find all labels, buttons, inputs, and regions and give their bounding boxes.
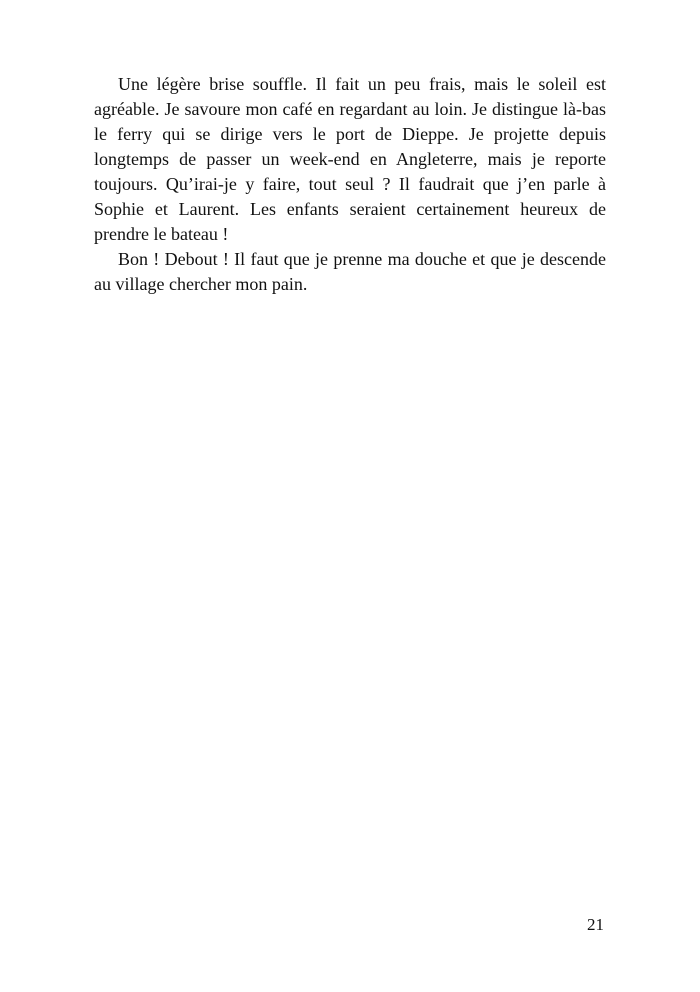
body-text [94,72,606,297]
page-number: 21 [587,915,604,934]
paragraph-2: Bon ! Debout ! Il faut que je prenne ma douche et que je descende au village chercher mon pain. [94,249,606,294]
paragraph-1: Une légère brise souffle. Il fait un peu frais, mais le soleil est agréable. Je savoure mon café en regardant au loin. Je distingue là-bas le ferry qui se dirige vers le port de Dieppe. Je projette depuis longtemps de passer un week-end en Angleterre, mais je reporte toujours. Qu’irai-je y faire, tout seul ? Il faudrait que j’en parle à Sophie et Laurent. Les enfants seraient certainement heureux de prendre le bateau ! [94,74,606,244]
